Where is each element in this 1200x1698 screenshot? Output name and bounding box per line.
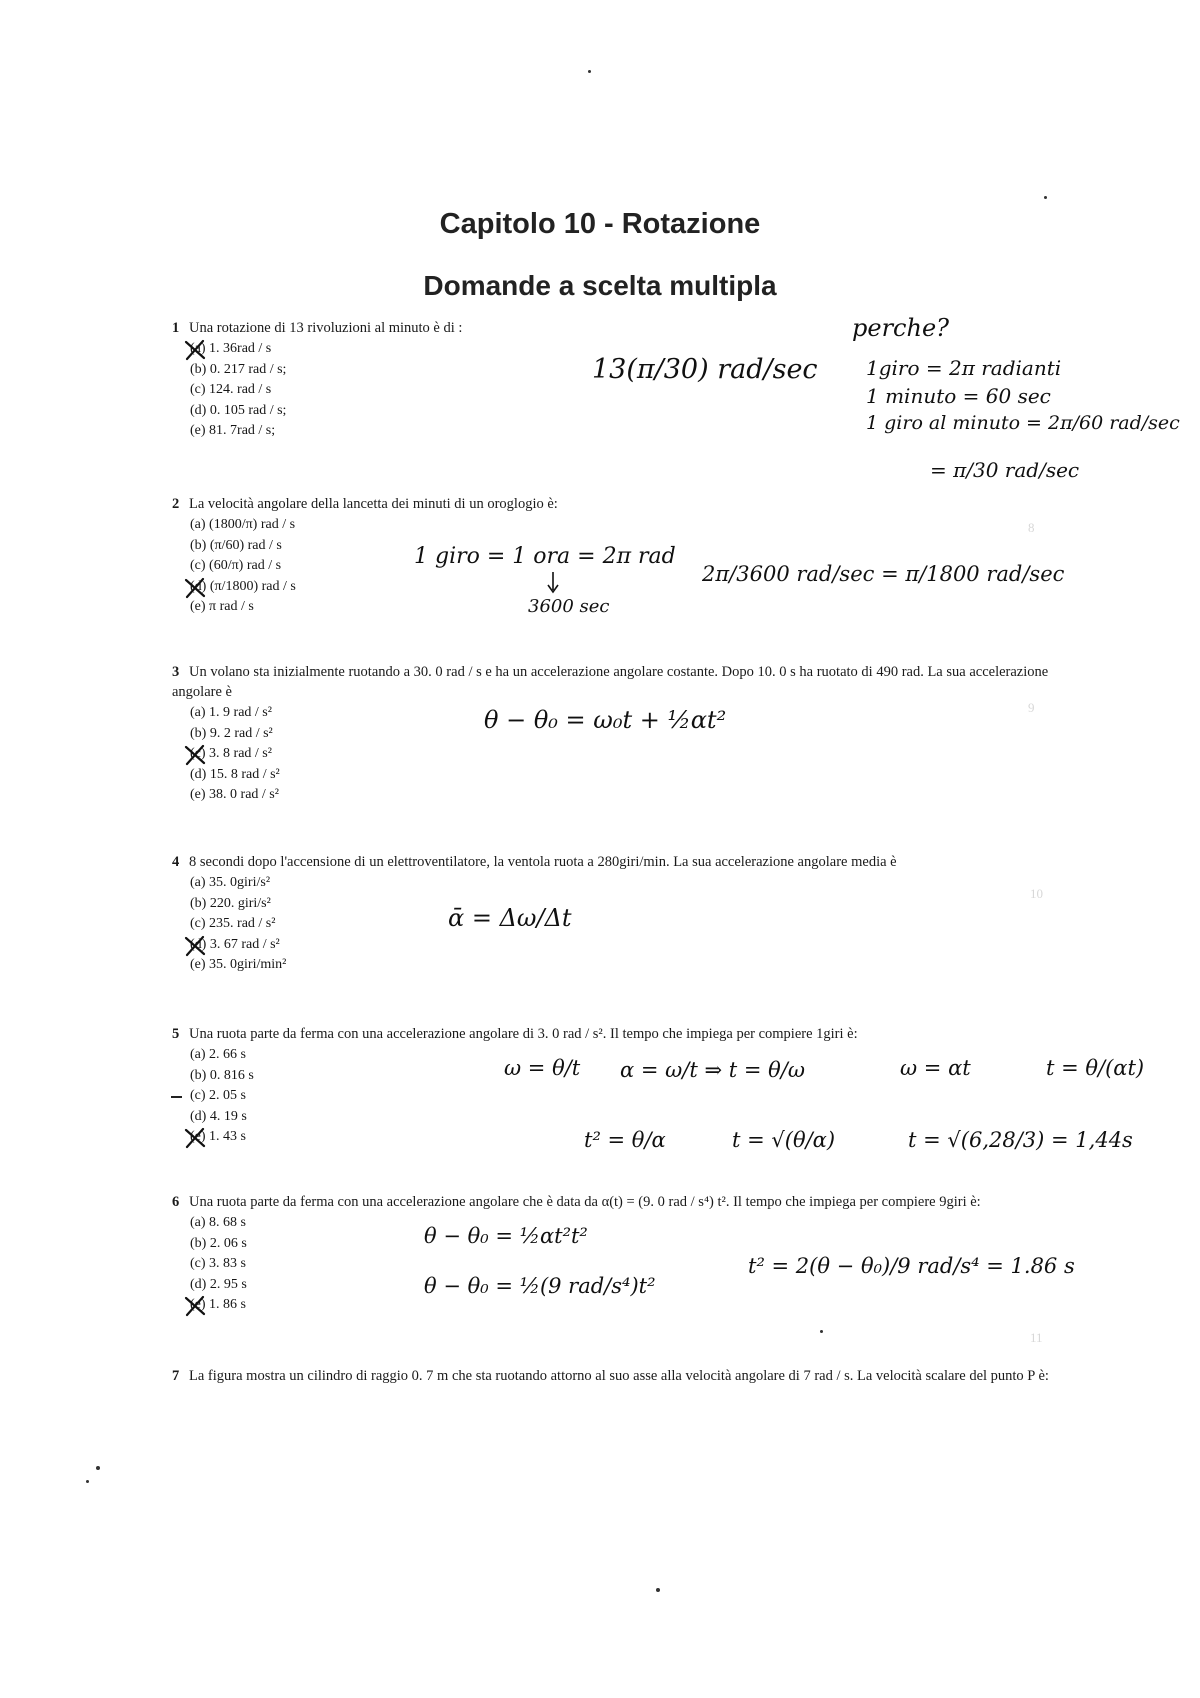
question-text: Una ruota parte da ferma con una accelerazione angolare di 3. 0 rad / s². Il tempo che impiega per compiere 1giri è: bbox=[189, 1026, 858, 1042]
handwritten-note-q5-alpha: α = ω/t ⇒ t = θ/ω bbox=[620, 1058, 805, 1082]
handwritten-note-perche: perche? bbox=[852, 314, 950, 342]
page-subtitle: Domande a scelta multipla bbox=[423, 270, 777, 301]
answer-option-b[interactable] bbox=[190, 894, 1052, 915]
handwritten-note-q5-t: t = θ/(αt) bbox=[1046, 1056, 1145, 1080]
handwritten-note-q5-sqrt: t = √(θ/α) bbox=[732, 1128, 836, 1152]
handwritten-note-line: 1giro = 2π radianti bbox=[866, 356, 1062, 380]
handwritten-note-q5-omega2: ω = αt bbox=[900, 1056, 971, 1080]
question-stem bbox=[172, 1192, 1052, 1212]
option-text: (b) 0. 217 rad / s; bbox=[190, 361, 287, 377]
handwritten-note-q2-line: 1 giro = 1 ora = 2π rad bbox=[414, 544, 676, 569]
answer-option-c[interactable] bbox=[190, 744, 1052, 765]
cross-mark-icon bbox=[183, 935, 207, 957]
option-text: (c) 3. 8 rad / s² bbox=[190, 746, 272, 761]
handwritten-note-q3-formula: θ − θ₀ = ω₀t + ½αt² bbox=[484, 706, 727, 734]
answer-option-a[interactable] bbox=[190, 1213, 1052, 1234]
option-text: (b) 9. 2 rad / s² bbox=[190, 725, 273, 741]
question-stem bbox=[172, 662, 1052, 702]
question-stem bbox=[172, 1366, 1052, 1386]
answer-option-c[interactable] bbox=[190, 914, 1052, 935]
option-text: (e) 38. 0 rad / s² bbox=[190, 787, 279, 802]
cross-mark-icon bbox=[183, 339, 207, 361]
option-text: (c) 2. 05 s bbox=[190, 1088, 246, 1103]
option-text: (b) 0. 816 s bbox=[190, 1067, 254, 1083]
scan-speck bbox=[820, 1330, 823, 1333]
scan-speck bbox=[1044, 196, 1047, 199]
option-text: (d) (π/1800) rad / s bbox=[190, 578, 296, 594]
question-text: La figura mostra un cilindro di raggio 0. 7 m che sta ruotando attorno al suo asse alla velocità angolare di 7 rad / s. La velocità scalare del punto P è: bbox=[189, 1368, 1049, 1384]
handwritten-note-q6-line1: θ − θ₀ = ½αt²t² bbox=[424, 1224, 588, 1248]
question-7 bbox=[172, 1366, 1052, 1386]
answer-option-d[interactable] bbox=[190, 765, 1052, 786]
handwritten-note-q2-sec: 3600 sec bbox=[528, 596, 610, 617]
option-text: (c) 124. rad / s bbox=[190, 382, 272, 397]
option-text: (a) (1800/π) rad / s bbox=[190, 517, 296, 532]
handwritten-note-q2-fraction: 2π/3600 rad/sec = π/1800 rad/sec bbox=[702, 562, 1065, 586]
handwritten-note-q5-result: t = √(6,28/3) = 1,44s bbox=[908, 1128, 1133, 1152]
handwritten-note-q4-formula: ᾱ = Δω/Δt bbox=[448, 904, 572, 932]
scan-speck bbox=[96, 1466, 100, 1470]
answer-option-d[interactable] bbox=[190, 935, 1052, 956]
option-text: (a) 1. 9 rad / s² bbox=[190, 705, 272, 720]
option-text: (e) 81. 7rad / s; bbox=[190, 423, 276, 438]
question-text: Un volano sta inizialmente ruotando a 30. 0 rad / s e ha un accelerazione angolare costante. Dopo 10. 0 s ha ruotato di 490 rad. La sua accelerazione angolare è bbox=[172, 664, 1049, 700]
option-text: (a) 1. 36rad / s bbox=[190, 341, 272, 356]
question-stem bbox=[172, 494, 1052, 514]
option-text: (a) 8. 68 s bbox=[190, 1215, 246, 1230]
cross-mark-icon bbox=[183, 577, 207, 599]
option-text: (d) 2. 95 s bbox=[190, 1276, 247, 1292]
question-stem bbox=[172, 1024, 1052, 1044]
option-text: (e) 35. 0giri/min² bbox=[190, 957, 287, 972]
option-text: (b) 2. 06 s bbox=[190, 1235, 247, 1251]
option-text: (d) 15. 8 rad / s² bbox=[190, 766, 280, 782]
handwritten-arrow-icon bbox=[546, 572, 560, 599]
question-text: La velocità angolare della lancetta dei minuti di un oroglogio è: bbox=[189, 496, 558, 512]
answer-option-d[interactable] bbox=[190, 1107, 1052, 1128]
handwritten-note-line: = π/30 rad/sec bbox=[930, 458, 1080, 482]
option-text: (b) 220. giri/s² bbox=[190, 895, 271, 911]
option-text: (a) 35. 0giri/s² bbox=[190, 875, 271, 890]
option-text: (e) 1. 43 s bbox=[190, 1129, 246, 1144]
question-text: 8 secondi dopo l'accensione di un elettroventilatore, la ventola ruota a 280giri/min. La sua accelerazione angolare media è bbox=[189, 854, 897, 870]
handwritten-note-line: 1 giro al minuto = 2π/60 rad/sec bbox=[866, 412, 1180, 434]
handwritten-note-q5-t2: t² = θ/α bbox=[584, 1128, 666, 1152]
handwritten-note-line: 1 minuto = 60 sec bbox=[866, 384, 1051, 408]
scan-speck bbox=[656, 1588, 660, 1592]
scan-speck bbox=[86, 1480, 89, 1483]
option-text: (d) 4. 19 s bbox=[190, 1108, 247, 1124]
question-stem bbox=[172, 852, 1052, 872]
answer-option-c[interactable] bbox=[190, 1086, 1052, 1107]
answer-option-e[interactable] bbox=[190, 785, 1052, 806]
answer-option-e[interactable] bbox=[190, 1295, 1052, 1316]
option-text: (a) 2. 66 s bbox=[190, 1047, 246, 1062]
option-text: (b) (π/60) rad / s bbox=[190, 537, 282, 553]
handwritten-note-q6-line2: θ − θ₀ = ½(9 rad/s⁴)t² bbox=[424, 1274, 656, 1298]
option-text: (e) 1. 86 s bbox=[190, 1297, 246, 1312]
scan-speck bbox=[588, 70, 591, 73]
option-text: (d) 0. 105 rad / s; bbox=[190, 402, 287, 418]
question-text: Una rotazione di 13 rivoluzioni al minuto è di : bbox=[189, 320, 463, 336]
answer-option-e[interactable] bbox=[190, 597, 1052, 618]
bleed-through-text: 8 bbox=[1028, 520, 1035, 535]
handwritten-note-q1-formula: 13(π/30) rad/sec bbox=[592, 354, 818, 385]
question-number: 2 bbox=[172, 496, 180, 512]
answer-options bbox=[190, 873, 1052, 976]
handwritten-note-q5-omega: ω = θ/t bbox=[504, 1056, 581, 1080]
handwritten-note-q6-line3: t² = 2(θ − θ₀)/9 rad/s⁴ = 1.86 s bbox=[748, 1254, 1075, 1278]
question-number: 1 bbox=[172, 320, 180, 336]
question-number: 6 bbox=[172, 1194, 180, 1210]
option-text: (c) (60/π) rad / s bbox=[190, 558, 282, 573]
dash-mark-icon bbox=[171, 1096, 182, 1098]
bleed-through-text: 10 bbox=[1030, 886, 1043, 901]
bleed-through-text: 9 bbox=[1028, 700, 1035, 715]
answer-option-b[interactable] bbox=[190, 1234, 1052, 1255]
question-text: Una ruota parte da ferma con una accelerazione angolare che è data da α(t) = (9. 0 rad / s⁴) t². Il tempo che impiega per compiere 9giri è: bbox=[189, 1194, 981, 1210]
question-number: 3 bbox=[172, 664, 180, 680]
page-title: Capitolo 10 - Rotazione bbox=[439, 208, 761, 240]
question-4 bbox=[172, 852, 1052, 976]
answer-option-a[interactable] bbox=[190, 515, 1052, 536]
option-text: (d) 3. 67 rad / s² bbox=[190, 936, 280, 952]
option-text: (c) 235. rad / s² bbox=[190, 916, 276, 931]
question-number: 4 bbox=[172, 854, 180, 870]
option-text: (c) 3. 83 s bbox=[190, 1256, 246, 1271]
cross-mark-icon bbox=[183, 1127, 207, 1149]
cross-mark-icon bbox=[183, 1295, 207, 1317]
bleed-through-text: 11 bbox=[1030, 1330, 1043, 1345]
answer-option-a[interactable] bbox=[190, 873, 1052, 894]
cross-mark-icon bbox=[183, 744, 207, 766]
question-number: 5 bbox=[172, 1026, 180, 1042]
answer-option-e[interactable] bbox=[190, 955, 1052, 976]
option-text: (e) π rad / s bbox=[190, 599, 254, 614]
question-number: 7 bbox=[172, 1368, 180, 1384]
